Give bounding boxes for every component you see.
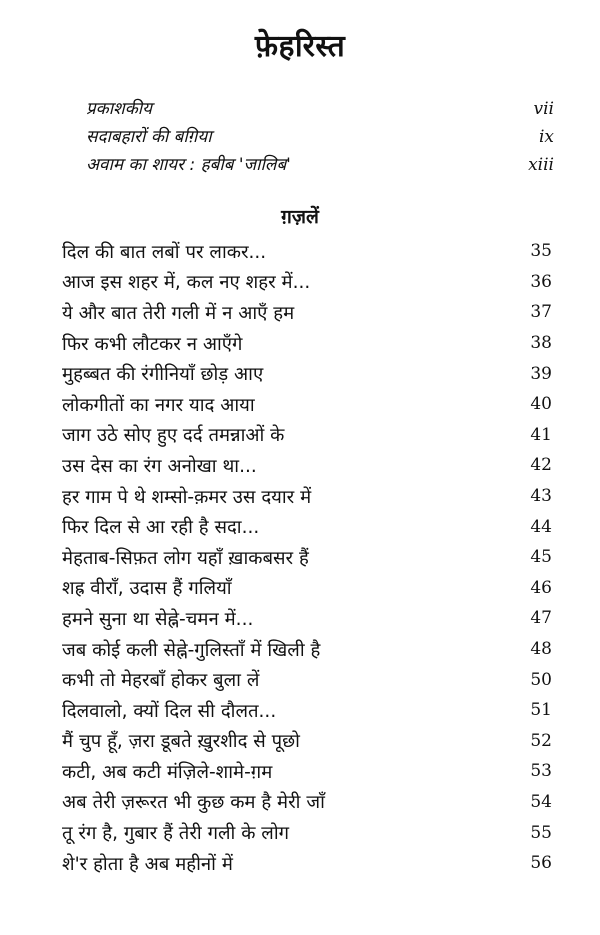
front-matter-entry (86, 124, 554, 152)
entry-page-number: 48 (530, 639, 552, 660)
entry-page-number: 46 (530, 577, 552, 598)
entry-page-number: 44 (530, 516, 552, 537)
entry-page-number: 39 (530, 363, 552, 384)
page-title: फ़ेहरिस्त (254, 29, 346, 64)
entry-title: ये और बात तेरी गली में न आएँ हम (62, 302, 295, 324)
entry-page-number: 55 (530, 822, 552, 843)
toc-entry (62, 297, 552, 328)
toc-entry (62, 358, 552, 389)
entry-page-number: ix (538, 127, 554, 147)
entry-title: शह्र वीराँ, उदास हैं गलियाँ (62, 578, 232, 600)
ghazal-contents-list (62, 236, 552, 878)
entry-title: सदाबहारों की बग़िया (86, 127, 212, 147)
entry-page-number: 38 (530, 333, 552, 354)
entry-page-number: 47 (530, 608, 552, 629)
toc-entry (62, 726, 552, 757)
entry-title: शे'र होता है अब महीनों में (62, 853, 233, 875)
toc-entry (62, 848, 552, 879)
entry-title: उस देस का रंग अनोखा था... (62, 455, 257, 477)
toc-entry (62, 420, 552, 451)
entry-title: फिर कभी लौटकर न आएँगे (62, 333, 243, 355)
entry-title: कटी, अब कटी मंज़िले-शामे-ग़म (62, 761, 273, 783)
entry-page-number: 56 (530, 853, 552, 874)
entry-page-number: vii (533, 99, 554, 119)
entry-title: कभी तो मेहरबाँ होकर बुला लें (62, 670, 260, 692)
entry-title: हर गाम पे थे शम्सो-क़मर उस दयार में (62, 486, 312, 508)
entry-title: आज इस शहर में, कल नए शहर में... (62, 272, 311, 294)
toc-entry (62, 450, 552, 481)
entry-title: दिलवालो, क्यों दिल सी दौलत... (62, 700, 277, 722)
entry-title: मैं चुप हूँ, ज़रा डूबते ख़ुरशीद से पूछो (62, 731, 300, 753)
front-matter-list (86, 96, 554, 180)
toc-entry (62, 542, 552, 573)
front-matter-entry (86, 96, 554, 124)
entry-page-number: 35 (530, 241, 552, 262)
toc-entry (62, 664, 552, 695)
entry-page-number: xiii (528, 155, 554, 175)
front-matter-entry (86, 152, 554, 180)
entry-title: दिल की बात लबों पर लाकर... (62, 241, 267, 263)
entry-title: अब तेरी ज़रूरत भी कुछ कम है मेरी जाँ (62, 792, 325, 814)
toc-entry (62, 511, 552, 542)
entry-page-number: 51 (530, 700, 552, 721)
entry-page-number: 40 (530, 394, 552, 415)
entry-title: प्रकाशकीय (86, 99, 153, 119)
entry-page-number: 36 (530, 271, 552, 292)
entry-title: तू रंग है, गुबार हैं तेरी गली के लोग (62, 823, 290, 845)
entry-page-number: 43 (530, 486, 552, 507)
entry-title: मेहताब-सिफ़त लोग यहाँ ख़ाकबसर हैं (62, 547, 309, 569)
section-heading-ghazals: ग़ज़लें (281, 206, 319, 228)
entry-page-number: 52 (530, 730, 552, 751)
toc-entry (62, 328, 552, 359)
toc-entry (62, 695, 552, 726)
toc-entry (62, 573, 552, 604)
entry-title: मुहब्बत की रंगीनियाँ छोड़ आए (62, 364, 264, 386)
entry-title: अवाम का शायर : हबीब 'जालिब' (86, 155, 291, 175)
entry-page-number: 41 (530, 424, 552, 445)
toc-entry (62, 267, 552, 298)
entry-page-number: 45 (530, 547, 552, 568)
toc-entry (62, 634, 552, 665)
toc-entry (62, 389, 552, 420)
entry-page-number: 42 (530, 455, 552, 476)
entry-title: जाग उठे सोए हुए दर्द तमन्नाओं के (62, 425, 285, 447)
entry-page-number: 54 (530, 791, 552, 812)
entry-title: जब कोई कली सेह्ने-गुलिस्ताँ में खिली है (62, 639, 321, 661)
toc-entry (62, 756, 552, 787)
entry-page-number: 53 (530, 761, 552, 782)
toc-entry (62, 603, 552, 634)
entry-title: फिर दिल से आ रही है सदा... (62, 517, 260, 539)
entry-title: लोकगीतों का नगर याद आया (62, 394, 255, 416)
entry-page-number: 37 (530, 302, 552, 323)
toc-entry (62, 481, 552, 512)
entry-page-number: 50 (530, 669, 552, 690)
entry-title: हमने सुना था सेह्ने-चमन में... (62, 608, 254, 630)
toc-entry (62, 787, 552, 818)
toc-entry (62, 236, 552, 267)
toc-entry (62, 817, 552, 848)
